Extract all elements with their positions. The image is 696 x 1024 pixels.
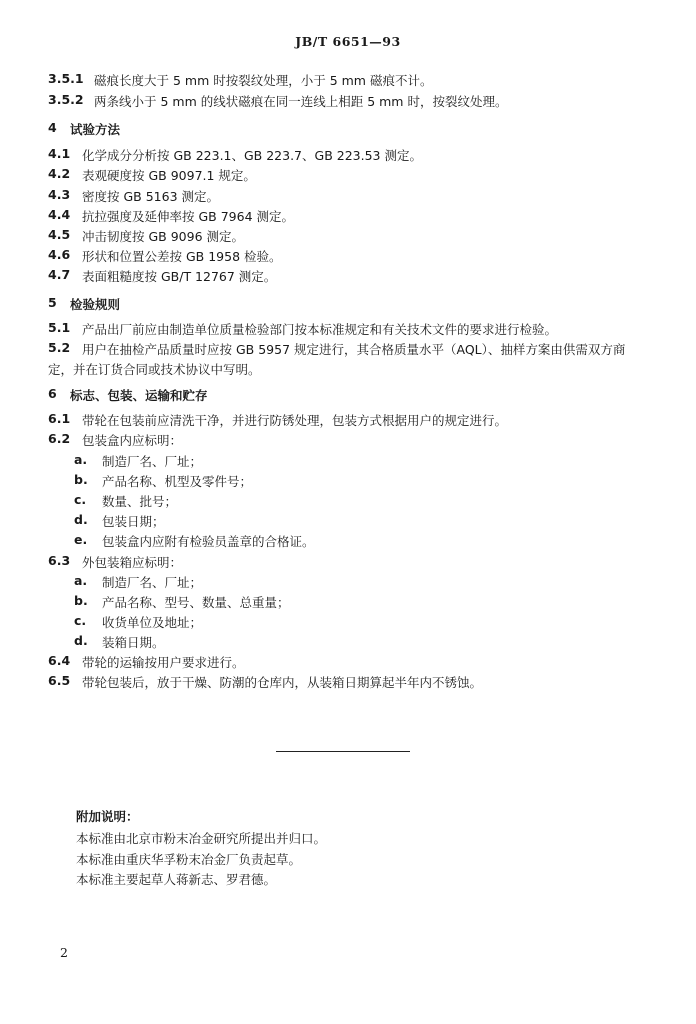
list-item: 产品名称、机型及零件号；: [102, 474, 253, 489]
standard-code-header: JB/T 6651—93: [295, 34, 401, 49]
list-label: a.: [74, 452, 88, 467]
clause-text-continued: 定，并在订货合同或技术协议中写明。: [48, 362, 261, 377]
section-heading: 检验规则: [70, 297, 121, 312]
list-item: 制造厂名、厂址；: [102, 454, 203, 469]
list-label: a.: [74, 573, 88, 588]
clause-number: 4.4: [48, 207, 71, 222]
clause-text: 外包装箱应标明：: [82, 555, 183, 570]
clause-number: 6.1: [48, 411, 71, 426]
clause-text: 冲击韧度按 GB 9096 测定。: [82, 229, 244, 244]
section-number: 4: [48, 120, 57, 135]
clause-number: 4.2: [48, 166, 71, 181]
list-label: b.: [74, 593, 88, 608]
clause-text: 产品出厂前应由制造单位质量检验部门按本标准规定和有关技术文件的要求进行检验。: [82, 322, 558, 337]
page-number: 2: [60, 945, 68, 960]
list-label: d.: [74, 512, 88, 527]
list-item: 制造厂名、厂址；: [102, 575, 203, 590]
notes-line: 本标准由北京市粉末冶金研究所提出并归口。: [76, 831, 327, 846]
list-item: 收货单位及地址；: [102, 615, 203, 630]
notes-line: 本标准由重庆华孚粉末冶金厂负责起草。: [76, 852, 302, 867]
section-number: 5: [48, 295, 57, 310]
notes-line: 本标准主要起草人蒋新志、罗君德。: [76, 872, 277, 887]
clause-text: 抗拉强度及延伸率按 GB 7964 测定。: [82, 209, 294, 224]
clause-number: 4.3: [48, 187, 71, 202]
clause-number: 4.7: [48, 267, 71, 282]
clause-number: 5.2: [48, 340, 71, 355]
clause-text: 磁痕长度大于 5 mm 时按裂纹处理，小于 5 mm 磁痕不计。: [94, 73, 433, 88]
clause-text: 形状和位置公差按 GB 1958 检验。: [82, 249, 282, 264]
list-item: 包装日期；: [102, 514, 165, 529]
list-label: d.: [74, 633, 88, 648]
end-divider: [276, 751, 410, 752]
clause-text: 表观硬度按 GB 9097.1 规定。: [82, 168, 256, 183]
notes-title: 附加说明：: [76, 809, 139, 824]
clause-number: 3.5.1: [48, 71, 84, 86]
clause-text: 化学成分分析按 GB 223.1、GB 223.7、GB 223.53 测定。: [82, 148, 422, 163]
clause-text: 带轮在包装前应清洗干净，并进行防锈处理，包装方式根据用户的规定进行。: [82, 413, 508, 428]
list-item: 产品名称、型号、数量、总重量；: [102, 595, 290, 610]
clause-number: 4.6: [48, 247, 71, 262]
list-label: b.: [74, 472, 88, 487]
list-item: 数量、批号；: [102, 494, 178, 509]
list-item: 装箱日期。: [102, 635, 165, 650]
section-number: 6: [48, 386, 57, 401]
clause-text: 带轮包装后，放于干燥、防潮的仓库内，从装箱日期算起半年内不锈蚀。: [82, 675, 483, 690]
clause-number: 5.1: [48, 320, 71, 335]
clause-text: 用户在抽检产品质量时应按 GB 5957 规定进行，其合格质量水平（AQL）、抽样方案由供需双方商: [82, 342, 626, 357]
clause-number: 6.3: [48, 553, 71, 568]
list-label: c.: [74, 613, 87, 628]
list-label: e.: [74, 532, 88, 547]
clause-number: 3.5.2: [48, 92, 84, 107]
clause-number: 4.5: [48, 227, 71, 242]
clause-text: 表面粗糙度按 GB/T 12767 测定。: [82, 269, 277, 284]
list-label: c.: [74, 492, 87, 507]
list-item: 包装盒内应附有检验员盖章的合格证。: [102, 534, 315, 549]
clause-number: 6.2: [48, 431, 71, 446]
clause-text: 密度按 GB 5163 测定。: [82, 189, 219, 204]
clause-number: 6.5: [48, 673, 71, 688]
clause-text: 带轮的运输按用户要求进行。: [82, 655, 245, 670]
clause-number: 4.1: [48, 146, 71, 161]
clause-number: 6.4: [48, 653, 71, 668]
section-heading: 标志、包装、运输和贮存: [70, 388, 208, 403]
section-heading: 试验方法: [70, 122, 121, 137]
clause-text: 两条线小于 5 mm 的线状磁痕在同一连线上相距 5 mm 时，按裂纹处理。: [94, 94, 508, 109]
clause-text: 包装盒内应标明：: [82, 433, 183, 448]
